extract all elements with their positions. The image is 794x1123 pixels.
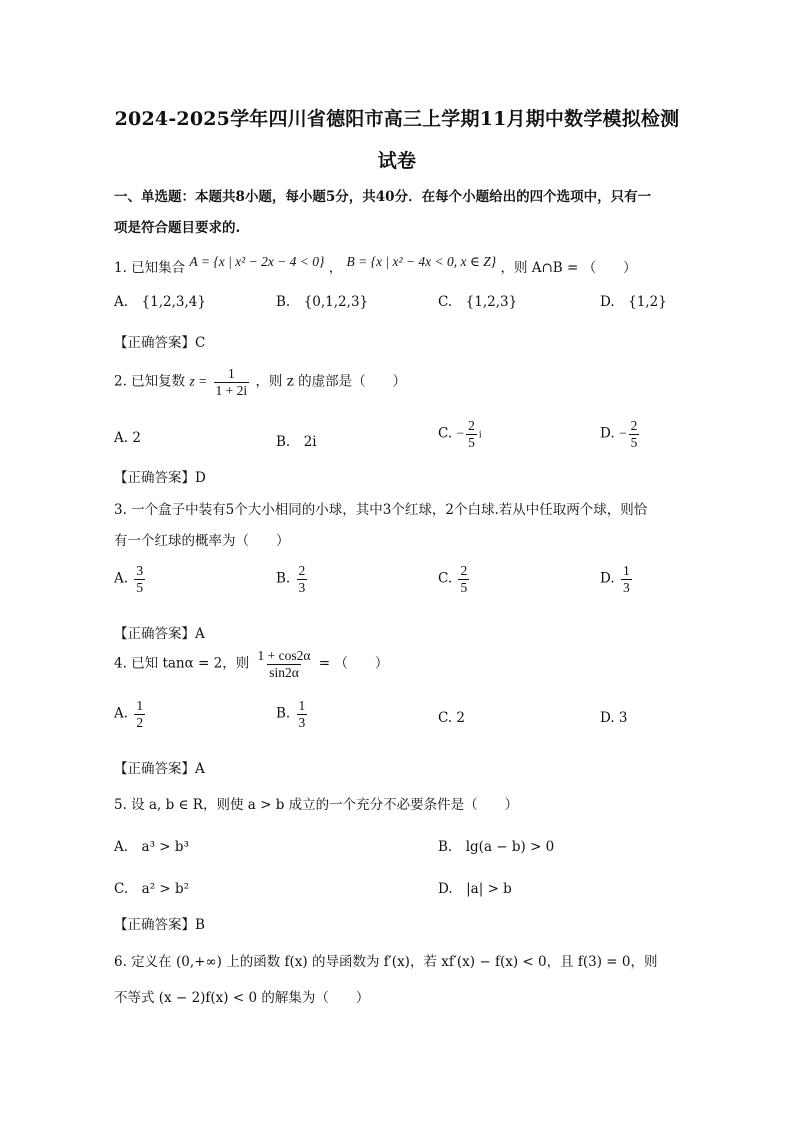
answer-label: 【正确答案】 [114,626,195,642]
answer-value: D [195,470,206,486]
question-4-option-a [114,698,147,730]
fraction-numerator: 1 + cos2α [257,648,311,663]
question-1-set-b: B = {x | x² − 4x < 0, x ∈ Z} [346,254,497,269]
answer-value: C [195,335,206,351]
question-1-option-d: D. {1,2} [600,294,667,310]
option-label: C. [438,425,453,442]
question-2-stem [114,366,406,398]
question-6-stem-line-2: 不等式 (x − 2)f(x) < 0 的解集为（ ） [114,990,370,1006]
option-label: B. [276,570,291,587]
question-3-stem-line-1: 3. 一个盒子中装有5个大小相同的小球，其中3个红球，2个白球.若从中任取两个球，则恰 [114,502,648,518]
question-5-option-c: C. a² > b² [114,881,190,897]
question-4-answer [114,757,205,777]
fraction-numerator: 2 [630,418,638,433]
answer-value: A [195,626,205,642]
fraction-numerator: 2 [460,563,468,578]
question-1-set-a: A = {x | x² − 2x − 4 < 0} [189,254,325,269]
question-6-stem-line-1: 6. 定义在 (0,+∞) 上的函数 f(x) 的导函数为 f′(x)，若 xf′(x) − f(x) < 0，且 f(3) = 0，则 [114,954,658,970]
fraction-numerator: 1 [136,698,144,713]
fraction-numerator: 1 [298,698,306,713]
option-fraction [134,563,145,595]
minus-sign: − [456,425,465,441]
fraction-numerator: 2 [298,563,306,578]
question-1-stem [114,256,637,276]
question-4-option-d: D. 3 [600,710,628,726]
section-heading-line-2: 项是符合题目要求的. [114,220,241,236]
answer-label: 【正确答案】 [114,761,195,777]
fraction-denominator: 2 [136,714,144,730]
question-1-option-a: A. {1,2,3,4} [114,294,206,310]
question-4-tail: = （ ） [318,655,389,672]
option-fraction [458,563,469,595]
option-fraction [297,698,308,730]
question-4-prefix: 4. 已知 tanα = 2，则 [114,655,250,672]
question-4-fraction [256,648,313,680]
question-3-answer [114,622,205,642]
fraction-denominator: 5 [468,434,475,450]
question-1-option-c: C. {1,2,3} [438,294,518,310]
question-3-stem-line-2: 有一个红球的概率为（ ） [114,533,290,549]
option-label: A. [114,570,129,587]
answer-label: 【正确答案】 [114,335,195,351]
question-1-prefix: 1. 已知集合 [114,260,186,276]
option-label: D. [600,425,615,442]
section-heading-line-1: 一、单选题：本题共8小题，每小题5分，共40分．在每个小题给出的四个选项中，只有一 [114,189,652,205]
fraction-denominator: 3 [622,579,630,595]
question-2-option-a: A. 2 [114,430,141,446]
fraction-denominator: 3 [298,579,306,595]
fraction-numerator: 2 [468,418,475,433]
option-label: A. [114,705,129,722]
fraction-denominator: 5 [136,579,144,595]
question-1-option-b: B. {0,1,2,3} [276,294,369,310]
option-fraction [466,418,477,450]
document-title-line-2: 试卷 [377,150,417,172]
question-2-answer [114,466,206,486]
fraction-denominator: sin2α [269,664,299,680]
question-2-tail: ，则 z 的虚部是（ ） [255,373,407,390]
option-label: B. [276,705,291,722]
question-3-option-c [438,563,471,595]
imaginary-unit: i [478,429,482,441]
fraction-numerator: 3 [136,563,144,578]
question-1-answer [114,331,205,351]
question-5-option-d: D. |a| > b [438,881,512,897]
fraction-numerator: 1 [622,563,630,578]
question-3-option-a [114,563,147,595]
question-5-stem: 5. 设 a, b ∈ R，则使 a > b 成立的一个充分不必要条件是（ ） [114,797,519,813]
question-2-z-fraction [214,366,250,398]
question-5-option-a: A. a³ > b³ [114,839,189,855]
answer-label: 【正确答案】 [114,470,195,486]
question-2-prefix: 2. 已知复数 [114,373,186,390]
option-label: D. [600,570,615,587]
fraction-denominator: 5 [630,434,638,450]
document-title-line-1: 2024-2025学年四川省德阳市高三上学期11月期中数学模拟检测 [114,108,680,130]
question-2-z-lhs: z = [189,373,208,389]
question-1-comma: ， [328,260,343,276]
question-4-stem [114,648,388,680]
fraction-denominator: 3 [298,714,306,730]
answer-value: B [195,917,205,933]
fraction-denominator: 1 + 2i [215,382,248,398]
answer-value: A [195,761,205,777]
option-label: C. [438,570,453,587]
question-3-option-d [600,563,634,595]
question-2-option-b: B. 2i [276,434,317,450]
question-5-option-b: B. lg(a − b) > 0 [438,839,555,855]
question-5-answer [114,913,205,933]
option-fraction [134,698,145,730]
question-3-option-b [276,563,309,595]
option-fraction [629,418,640,450]
minus-sign: − [618,425,627,441]
option-fraction [297,563,308,595]
question-4-option-b [276,698,309,730]
question-1-tail: ，则 A∩B = （ ） [500,260,637,276]
question-4-option-c: C. 2 [438,710,466,726]
answer-label: 【正确答案】 [114,917,195,933]
option-fraction [621,563,632,595]
question-2-option-d [600,418,641,450]
question-2-option-c [438,418,482,450]
fraction-denominator: 5 [460,579,468,595]
fraction-numerator: 1 [227,366,235,381]
